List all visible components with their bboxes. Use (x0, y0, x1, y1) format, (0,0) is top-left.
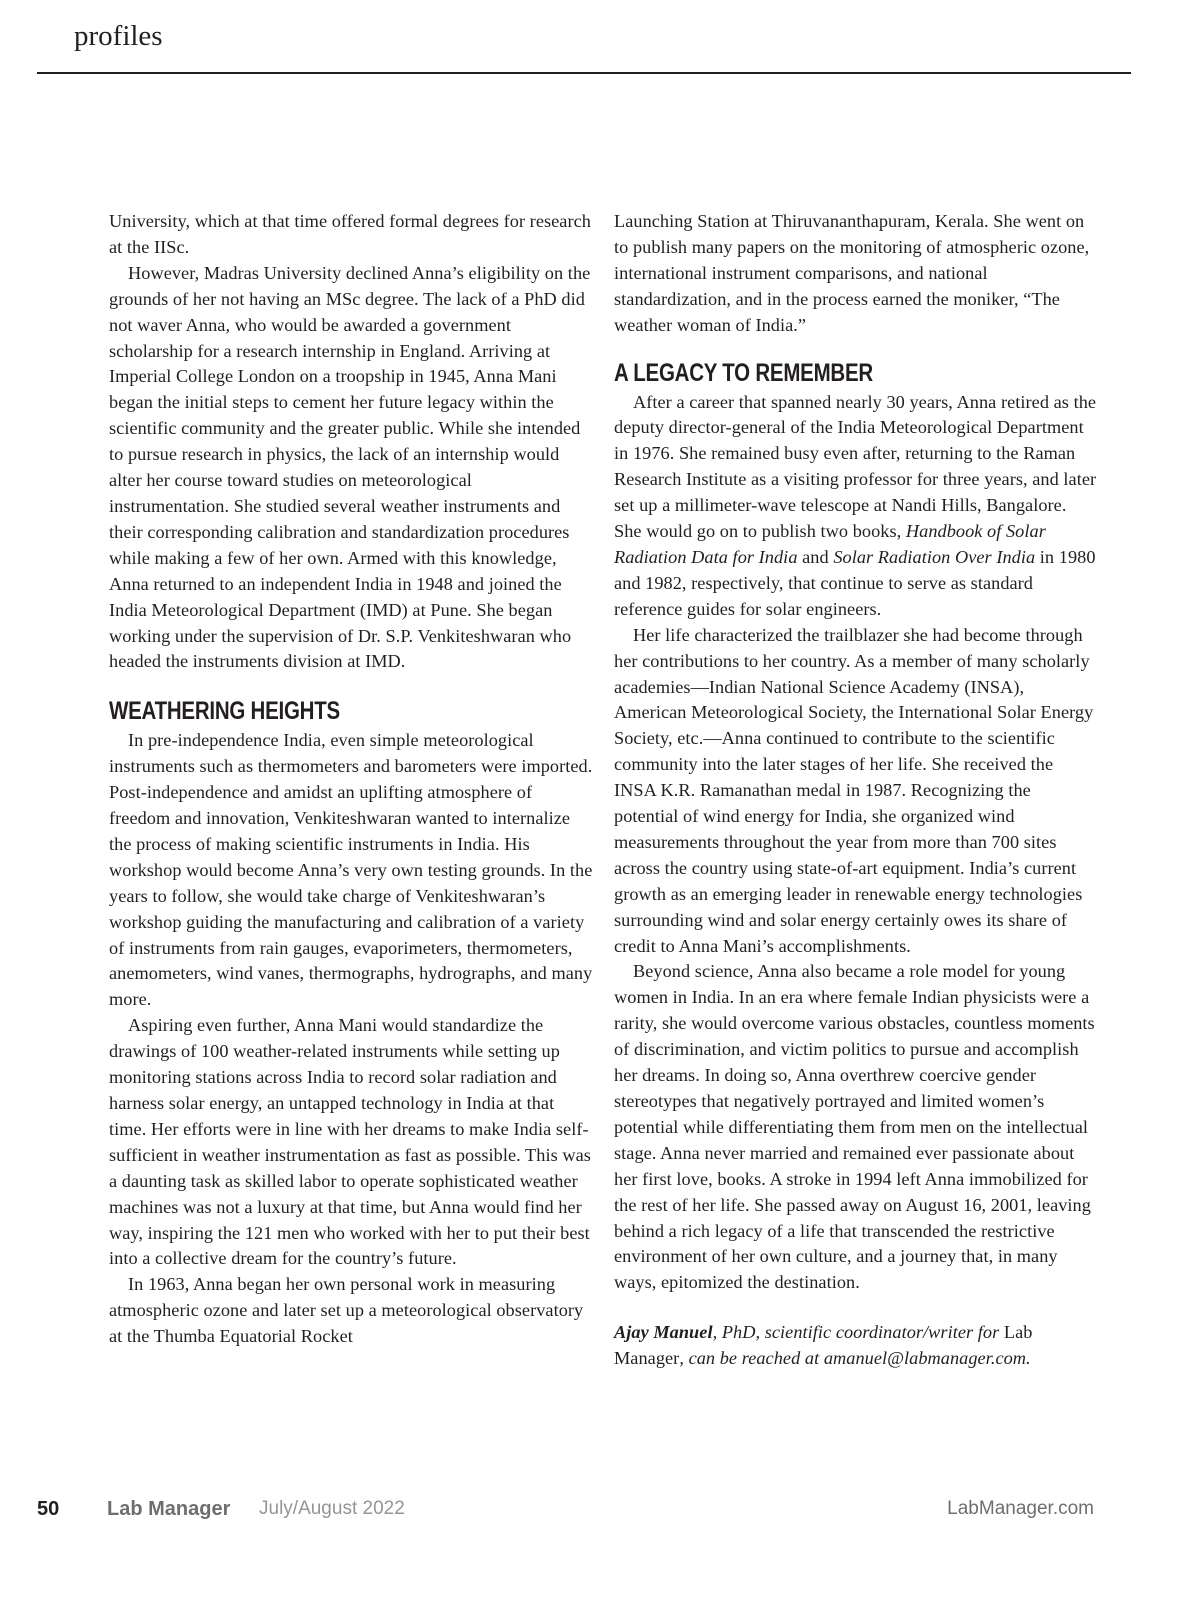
magazine-name: Lab Manager (107, 1498, 231, 1520)
page-number: 50 (37, 1498, 60, 1520)
publication-name: Lab Manager (614, 1322, 1033, 1369)
right-paragraph-1: Launching Station at Thiruvananthapuram, Kerala. She went on to publish many papers on the monitoring of atmospheric ozone, international instrument comparisons, and national standardization, and in the process earned the moniker, “The weather woman of India.” (614, 211, 1090, 335)
left-paragraph-2: However, Madras University declined Anna’s eligibility on the grounds of her not having an MSc degree. The lack of a PhD did not waver Anna, who would be awarded a government scholarship for a research internship in England. Arriving at Imperial College London on a troopship in 1945, Anna Mani began the initial steps to cement her future legacy within the scientific community and the greater public. While she intended to pursue research in physics, the lack of an internship would alter her course toward studies on meteorological instrumentation. She studied several weather instruments and their corresponding calibration and standardization procedures while making a few of her own. Armed with this knowledge, Anna returned to an independent India in 1948 and joined the India Meteorological Department (IMD) at Pune. She began working under the supervision of Dr. S.P. Venkiteshwaran who headed the instruments division at IMD. (109, 262, 591, 672)
right-column (614, 209, 1098, 1372)
left-paragraph-5: In 1963, Anna began her own personal work in measuring atmospheric ozone and later set up a meteorological observatory at the Thumba Equatorial Rocket (109, 1274, 584, 1347)
book-title-2: Solar Radiation Over India (833, 546, 1036, 567)
left-paragraph-4: Aspiring even further, Anna Mani would standardize the drawings of 100 weather-related instruments while setting up monitoring stations across India to record solar radiation and harness solar energy, an untapped technology in India at that time. Her efforts were in line with her dreams to make India self-sufficient in weather instrumentation as fast as possible. This was a daunting task as skilled labor to operate sophisticated weather machines was not a luxury at that time, but Anna would find her way, inspiring the 121 men who worked with her to put their best into a collective dream for the country’s future. (109, 1015, 591, 1269)
left-paragraph-1: University, which at that time offered formal degrees for research at the IISc. (109, 211, 591, 257)
right-paragraph-2-text-a: After a career that spanned nearly 30 years, Anna retired as the deputy director-general of the India Meteorological Department in 1976. She remained busy even after, returning to the Raman Research Institute as a visiting professor for three years, and later set up a millimeter-wave telescope at Nandi Hills, Bangalore. She would go on to publish two books, (614, 391, 1097, 542)
left-paragraph-3: In pre-independence India, even simple meteorological instruments such as thermometers and barometers were imported. Post-independence and amidst an uplifting atmosphere of freedom and innovation, Venkiteshwaran wanted to internalize the process of making scientific instruments in India. His workshop would become Anna’s very own testing grounds. In the years to follow, she would take charge of Venkiteshwaran’s workshop guiding the manufacturing and calibration of a variety of instruments from rain gauges, evaporimeters, thermometers, anemometers, wind vanes, thermographs, hydrographs, and many more. (109, 730, 593, 1010)
right-paragraph-4: Beyond science, Anna also became a role model for young women in India. In an era where female Indian physicists were a rarity, she would overcome various obstacles, countless moments of discrimination, and victim politics to pursue and accomplish her dreams. In doing so, Anna overthrew coercive gender stereotypes that negatively portrayed and limited women’s potential while differentiating them from men on the intellectual stage. Anna never married and remained ever passionate about her first love, books. A stroke in 1994 left Anna immobilized for the rest of her life. She passed away on August 16, 2001, leaving behind a rich legacy of a life that transcended the restrictive environment of her own culture, and a journey that, in many ways, epitomized the destination. (614, 961, 1095, 1293)
issue-date: July/August 2022 (259, 1498, 405, 1519)
book-title-1: Handbook of Solar Radiation Data for India (614, 521, 1046, 567)
right-paragraph-2-and: and (797, 546, 834, 567)
section-label: profiles (74, 20, 163, 52)
right-paragraph-2-text-b: in 1980 and 1982, respectively, that continue to serve as standard reference guides for solar engineers. (614, 546, 1096, 619)
author-name: Ajay Manuel (614, 1322, 713, 1343)
header-rule (37, 72, 1131, 74)
left-column (109, 209, 596, 1350)
right-paragraph-2 (614, 390, 1098, 623)
author-byline (614, 1320, 1098, 1372)
heading-weathering-heights: WEATHERING HEIGHTS (109, 697, 340, 726)
website: LabManager.com (947, 1498, 1094, 1519)
author-role-a: , PhD, scientific coordinator/writer for (712, 1322, 1004, 1343)
heading-legacy: A LEGACY TO REMEMBER (614, 358, 873, 387)
author-role-b: , can be reached at amanuel@labmanager.com. (679, 1348, 1031, 1369)
page-footer (0, 1494, 1200, 1534)
right-paragraph-3: Her life characterized the trailblazer she had become through her contributions to her country. As a member of many scholarly academies—Indian National Science Academy (INSA), American Meteorological Society, the International Solar Energy Society, etc.—Anna continued to contribute to the scientific community into the later stages of her life. She received the INSA K.R. Ramanathan medal in 1987. Recognizing the potential of wind energy for India, she organized wind measurements throughout the year from more than 700 sites across the country using state-of-art equipment. India’s current growth as an emerging leader in renewable energy technologies surrounding wind and solar energy certainly owes its share of credit to Anna Mani’s accomplishments. (614, 624, 1094, 956)
